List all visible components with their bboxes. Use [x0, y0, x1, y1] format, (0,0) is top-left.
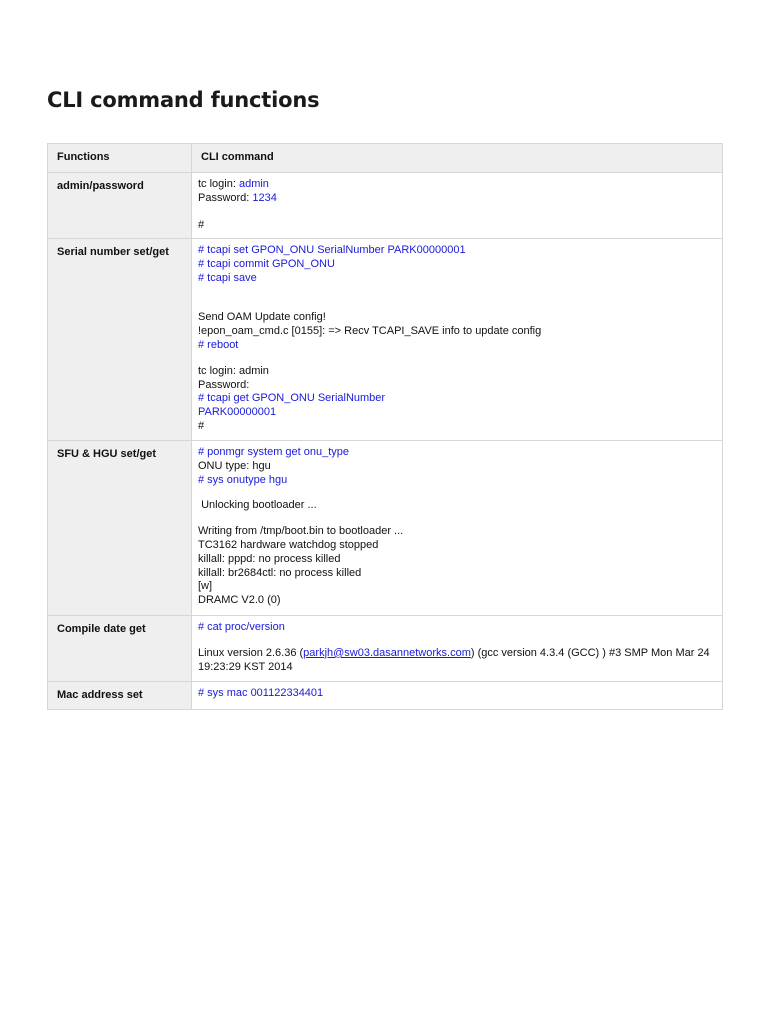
table-row: [48, 173, 723, 239]
table-row: [48, 682, 723, 710]
output-line: tc login: admin: [198, 364, 269, 377]
output-line: killall: br2684ctl: no process killed: [198, 566, 362, 579]
output-line: [w]: [198, 580, 213, 593]
command-cell: [192, 616, 723, 682]
function-cell: Compile date get: [48, 616, 192, 682]
table-row: [48, 441, 723, 616]
login-line: [198, 178, 716, 192]
function-cell: Mac address set: [48, 682, 192, 710]
command-cell: [192, 173, 723, 239]
command-line: # sys onutype hgu: [198, 473, 288, 486]
table-row: [48, 239, 723, 441]
output-line: PARK00000001: [198, 406, 277, 419]
output-line: Send OAM Update config!: [198, 311, 326, 324]
version-text-post: ) (gcc version 4.3.4 (GCC) ) #3 SMP Mon Mar 24 19:23:29 KST 2014: [198, 646, 713, 673]
prompt-line: #: [198, 419, 205, 432]
output-line: [198, 647, 716, 675]
password-value: 1234: [252, 191, 277, 204]
cli-command-table: [47, 143, 723, 710]
output-line: TC3162 hardware watchdog stopped: [198, 538, 379, 551]
command-cell: [192, 441, 723, 616]
output-line: killall: pppd: no process killed: [198, 552, 341, 565]
version-text-pre: Linux version 2.6.36 (: [198, 646, 304, 659]
command-line: # ponmgr system get onu_type: [198, 446, 350, 458]
command-cell: [192, 682, 723, 710]
function-cell: admin/password: [48, 173, 192, 239]
function-cell: SFU & HGU set/get: [48, 441, 192, 616]
command-line: # tcapi save: [198, 271, 257, 284]
output-line: !epon_oam_cmd.c [0155]: => Recv TCAPI_SAVE info to update config: [198, 325, 542, 338]
output-line: Writing from /tmp/boot.bin to bootloader ...: [198, 525, 404, 538]
login-value: admin: [238, 178, 269, 190]
command-line: # cat proc/version: [198, 621, 285, 633]
output-line: ONU type: hgu: [198, 459, 271, 472]
email-link[interactable]: parkjh@sw03.dasannetworks.com: [303, 646, 471, 659]
output-line: Password:: [198, 378, 250, 391]
header-cli-command: CLI command: [192, 144, 723, 173]
command-line: # tcapi set GPON_ONU SerialNumber PARK00000001: [198, 244, 466, 256]
header-functions: Functions: [48, 144, 192, 173]
command-line: # tcapi get GPON_ONU SerialNumber: [198, 392, 386, 405]
password-line: [198, 192, 716, 206]
login-label: tc login:: [198, 178, 239, 190]
table-header-row: [48, 144, 723, 173]
command-line: # tcapi commit GPON_ONU: [198, 257, 335, 270]
command-line: # reboot: [198, 338, 239, 351]
command-cell: [192, 239, 723, 441]
function-cell: Serial number set/get: [48, 239, 192, 441]
output-line: DRAMC V2.0 (0): [198, 594, 281, 607]
password-label: Password:: [198, 191, 253, 204]
output-line: Unlocking bootloader ...: [198, 499, 317, 512]
page-title: CLI command functions: [47, 88, 320, 112]
command-line: # sys mac 001122334401: [198, 687, 324, 699]
prompt-line: #: [198, 219, 205, 232]
table-row: [48, 616, 723, 682]
